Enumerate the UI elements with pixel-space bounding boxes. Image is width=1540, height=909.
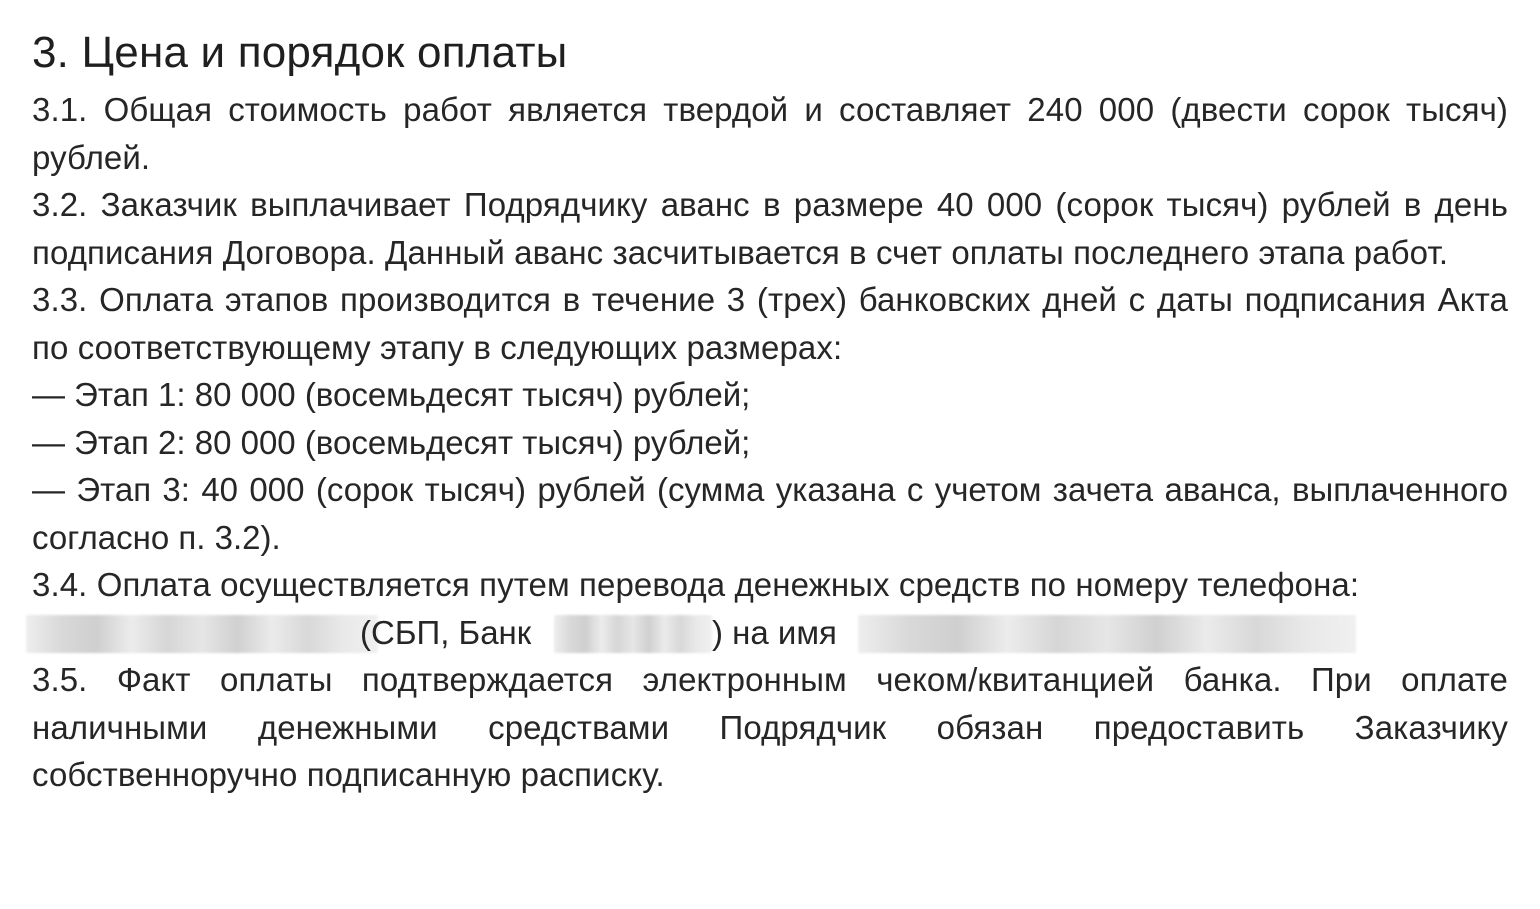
redacted-recipient-name — [858, 615, 1356, 653]
redacted-bank-name — [554, 615, 712, 653]
clause-3-5: 3.5. Факт оплаты подтверждается электронным чеком/квитанцией банка. При оплате наличными денежными средствами Подрядчик обязан предоставить Заказчику собственноручно подписанную расписку. — [32, 661, 1508, 793]
sbp-bank-label: (СБП, Банк — [360, 613, 532, 651]
clause-3-1: 3.1. Общая стоимость работ является твердой и составляет 240 000 (двести сорок тысяч) рублей. — [32, 91, 1508, 176]
recipient-name-label: ) на имя — [712, 613, 837, 651]
document-page — [32, 24, 1508, 799]
section-heading: 3. Цена и порядок оплаты — [32, 28, 568, 77]
clause-3-3: 3.3. Оплата этапов производится в течение 3 (трех) банковских дней с даты подписания Акта по соответствующему этапу в следующих размерах: — [32, 281, 1508, 366]
stage-3-item: — Этап 3: 40 000 (сорок тысяч) рублей (сумма указана с учетом зачета аванса, выплаченного согласно п. 3.2). — [32, 471, 1508, 556]
clause-3-4: 3.4. Оплата осуществляется путем перевода денежных средств по номеру телефона: — [32, 566, 1360, 603]
stage-2-item: — Этап 2: 80 000 (восемьдесят тысяч) рублей; — [32, 423, 751, 461]
payment-details-line — [32, 609, 1508, 657]
redacted-phone-number — [26, 615, 378, 653]
clause-3-2: 3.2. Заказчик выплачивает Подрядчику аванс в размере 40 000 (сорок тысяч) рублей в день подписания Договора. Данный аванс засчитывается в счет оплаты последнего этапа работ. — [32, 186, 1508, 271]
stage-1-item: — Этап 1: 80 000 (восемьдесят тысяч) рублей; — [32, 376, 751, 413]
